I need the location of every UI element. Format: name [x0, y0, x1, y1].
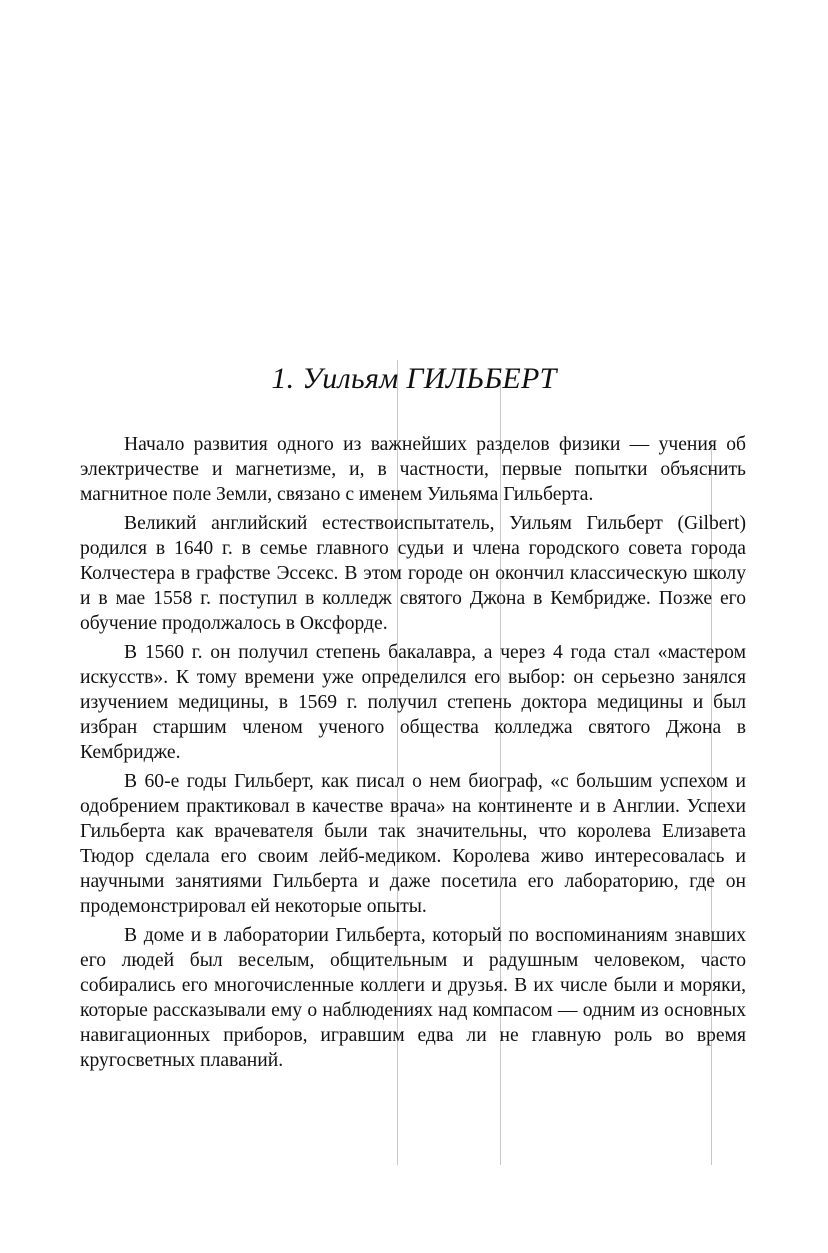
- chapter-body: [80, 432, 746, 1077]
- paragraph-3: В 1560 г. он получил степень бакалавра, а через 4 года стал «мастером искусств». К тому времени уже определился его выбор: он серьезно занялся изучением медицины, в 1569 г. получил степень доктора медицины и был избран старшим членом ученого общества колледжа святого Джона в Кембридже.: [80, 642, 746, 763]
- paragraph-4: В 60-е годы Гильберт, как писал о нем биограф, «с большим успехом и одобрением практиковал в качестве врача» на континенте и в Англии. Успехи Гильберта как врачевателя были так значительны, что королева Елизавета Тюдор сделала его своим лейб-медиком. Королева живо интересовалась и научными занятиями Гильберта и даже посетила его лабораторию, где он продемонстрировал ей некоторые опыты.: [80, 771, 746, 917]
- paragraph-2: Великий английский естествоиспытатель, Уильям Гильберт (Gilbert) родился в 1640 г. в семье главного судьи и члена городского совета города Колчестера в графстве Эссекс. В этом городе он окончил классическую школу и в мае 1558 г. поступил в колледж святого Джона в Кембридже. Позже его обучение продолжалось в Оксфорде.: [80, 513, 746, 634]
- paragraph-1: Начало развития одного из важнейших разделов физики — учения об электричестве и магнетизме, и, в частности, первые попытки объяснить магнитное поле Земли, связано с именем Уильяма Гильберта.: [80, 434, 746, 505]
- paragraph-5: В доме и в лаборатории Гильберта, который по воспоминаниям знавших его людей был веселым, общительным и радушным человеком, часто собирались его многочисленные коллеги и друзья. В их числе были и моряки, которые рассказывали ему о наблюдениях над компасом — одним из основных навигационных приборов, игравшим едва ли не главную роль во время кругосветных плаваний.: [80, 925, 746, 1071]
- chapter-title: 1. Уильям ГИЛЬБЕРТ: [271, 362, 557, 395]
